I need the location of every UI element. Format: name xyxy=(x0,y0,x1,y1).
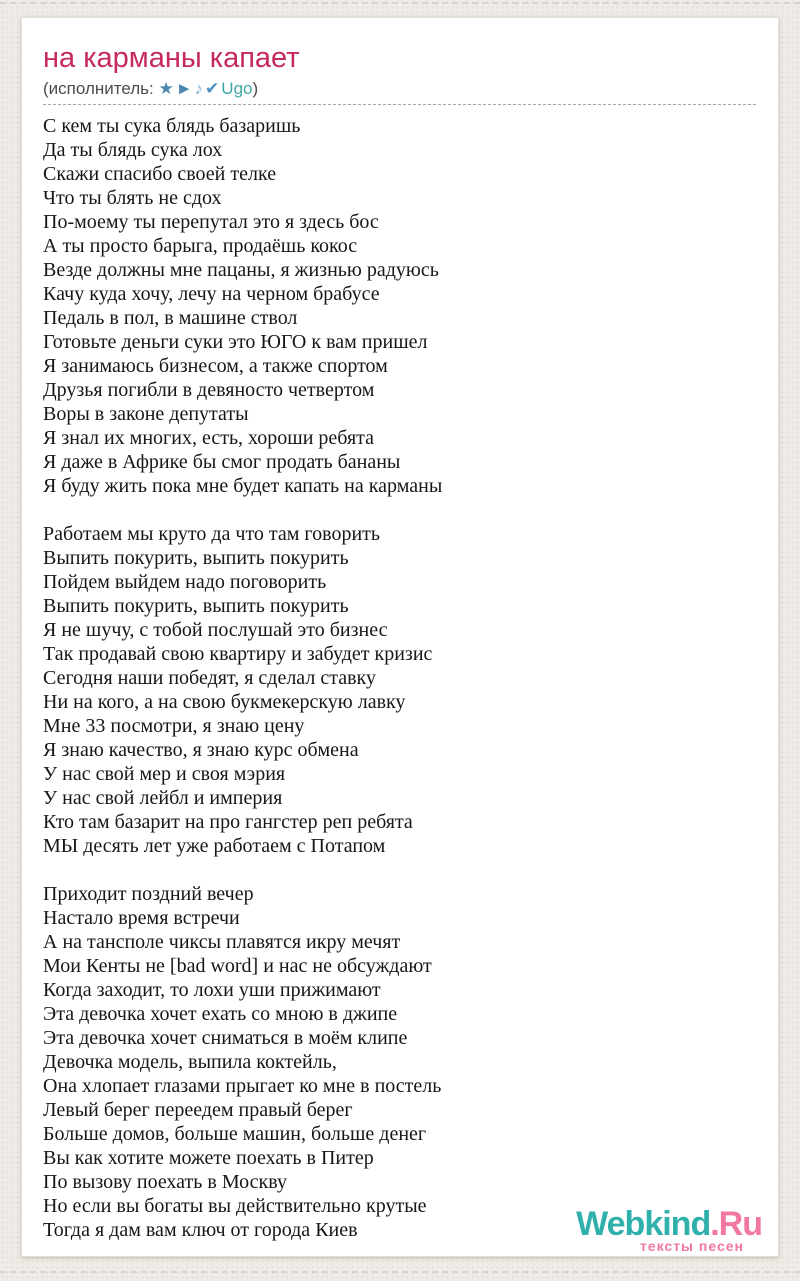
lyric-line: Мне 33 посмотри, я знаю цену xyxy=(43,715,305,737)
lyric-line: Готовьте деньги суки это ЮГО к вам пришел xyxy=(43,331,428,353)
verse xyxy=(43,522,756,858)
lyric-line: По-моему ты перепутал это я здесь бос xyxy=(43,211,379,233)
lyric-line: Больше домов, больше машин, больше денег xyxy=(43,1123,427,1145)
lyric-line: Я знал их многих, есть, хороши ребята xyxy=(43,427,375,449)
star-icon: ★ xyxy=(158,79,176,98)
lyric-line: А на тансполе чиксы плавятся икру мечят xyxy=(43,931,401,953)
lyric-line: Я даже в Африке бы смог продать бананы xyxy=(43,451,401,473)
lyric-line: Но если вы богаты вы действительно крутые xyxy=(43,1195,427,1217)
lyric-line: Я буду жить пока мне будет капать на карманы xyxy=(43,475,443,497)
artist-line xyxy=(43,79,756,105)
lyric-line: Левый берег переедем правый берег xyxy=(43,1099,353,1121)
artist-name-link[interactable]: Ugo xyxy=(221,79,253,98)
lyric-line: Педаль в пол, в машине ствол xyxy=(43,307,298,329)
artist-label: (исполнитель: xyxy=(43,79,159,98)
lyric-line: Она хлопает глазами прыгает ко мне в постель xyxy=(43,1075,442,1097)
lyric-line: МЫ десять лет уже работаем с Потапом xyxy=(43,835,386,857)
lyric-line: Кто там базарит на про гангстер реп ребята xyxy=(43,811,413,833)
check-icon: ✔ xyxy=(205,79,222,98)
site-logo[interactable] xyxy=(576,1207,762,1253)
lyric-line: Работаем мы круто да что там говорить xyxy=(43,523,381,545)
logo-wordmark xyxy=(576,1207,762,1241)
play-icon: ► xyxy=(175,79,195,98)
lyric-line: Эта девочка хочет ехать со мною в джипе xyxy=(43,1003,398,1025)
lyric-line: По вызову поехать в Москву xyxy=(43,1171,287,1193)
lyric-line: Везде должны мне пацаны, я жизнью радуюсь xyxy=(43,259,439,281)
artist-symbols xyxy=(158,79,221,98)
lyric-line: С кем ты сука блядь базаришь xyxy=(43,115,301,137)
lyric-line: Да ты блядь сука лох xyxy=(43,139,223,161)
lyric-line: Я не шучу, с тобой послушай это бизнес xyxy=(43,619,388,641)
lyric-line: У нас свой мер и своя мэрия xyxy=(43,763,286,785)
logo-tagline: тексты песен xyxy=(639,1238,744,1254)
lyric-line: Тогда я дам вам ключ от города Киев xyxy=(43,1219,358,1241)
lyric-line: Я знаю качество, я знаю курс обмена xyxy=(43,739,359,761)
lyric-line: А ты просто барыга, продаёшь кокос xyxy=(43,235,358,257)
lyric-line: Выпить покурить, выпить покурить xyxy=(43,547,349,569)
lyric-line: У нас свой лейбл и империя xyxy=(43,787,283,809)
lyric-line: Так продавай свою квартиру и забудет кризис xyxy=(43,643,433,665)
lyrics xyxy=(43,114,756,1242)
music-note-icon: ♪ xyxy=(194,79,206,98)
lyric-line: Что ты блять не сдох xyxy=(43,187,222,209)
lyric-line: Эта девочка хочет сниматься в моём клипе xyxy=(43,1027,408,1049)
lyric-line: Воры в законе депутаты xyxy=(43,403,249,425)
lyric-line: Я занимаюсь бизнесом, а также спортом xyxy=(43,355,388,377)
verse xyxy=(43,882,756,1242)
lyric-line: Вы как хотите можете поехать в Питер xyxy=(43,1147,374,1169)
lyric-line: Настало время встречи xyxy=(43,907,240,929)
bottom-dashed-border xyxy=(0,1271,800,1273)
artist-close-paren: ) xyxy=(252,79,259,98)
lyric-line: Мои Кенты не [bad word] и нас не обсуждают xyxy=(43,955,432,977)
page-title: на карманы капает xyxy=(43,42,300,74)
lyric-line: Девочка модель, выпила коктейль, xyxy=(43,1051,337,1073)
top-dashed-border xyxy=(0,2,800,4)
lyric-line: Пойдем выйдем надо поговорить xyxy=(43,571,327,593)
lyric-line: Выпить покурить, выпить покурить xyxy=(43,595,349,617)
content-card xyxy=(21,17,779,1257)
logo-brand-text: Webkind xyxy=(576,1205,711,1243)
lyric-line: Скажи спасибо своей телке xyxy=(43,163,277,185)
verse xyxy=(43,114,756,498)
lyric-line: Друзья погибли в девяносто четвертом xyxy=(43,379,375,401)
logo-tld-text: .Ru xyxy=(710,1205,762,1243)
lyric-line: Сегодня наши победят, я сделал ставку xyxy=(43,667,376,689)
lyric-line: Ни на кого, а на свою букмекерскую лавку xyxy=(43,691,406,713)
lyric-line: Когда заходит, то лохи уши прижимают xyxy=(43,979,381,1001)
lyric-line: Качу куда хочу, лечу на черном брабусе xyxy=(43,283,380,305)
lyric-line: Приходит поздний вечер xyxy=(43,883,254,905)
